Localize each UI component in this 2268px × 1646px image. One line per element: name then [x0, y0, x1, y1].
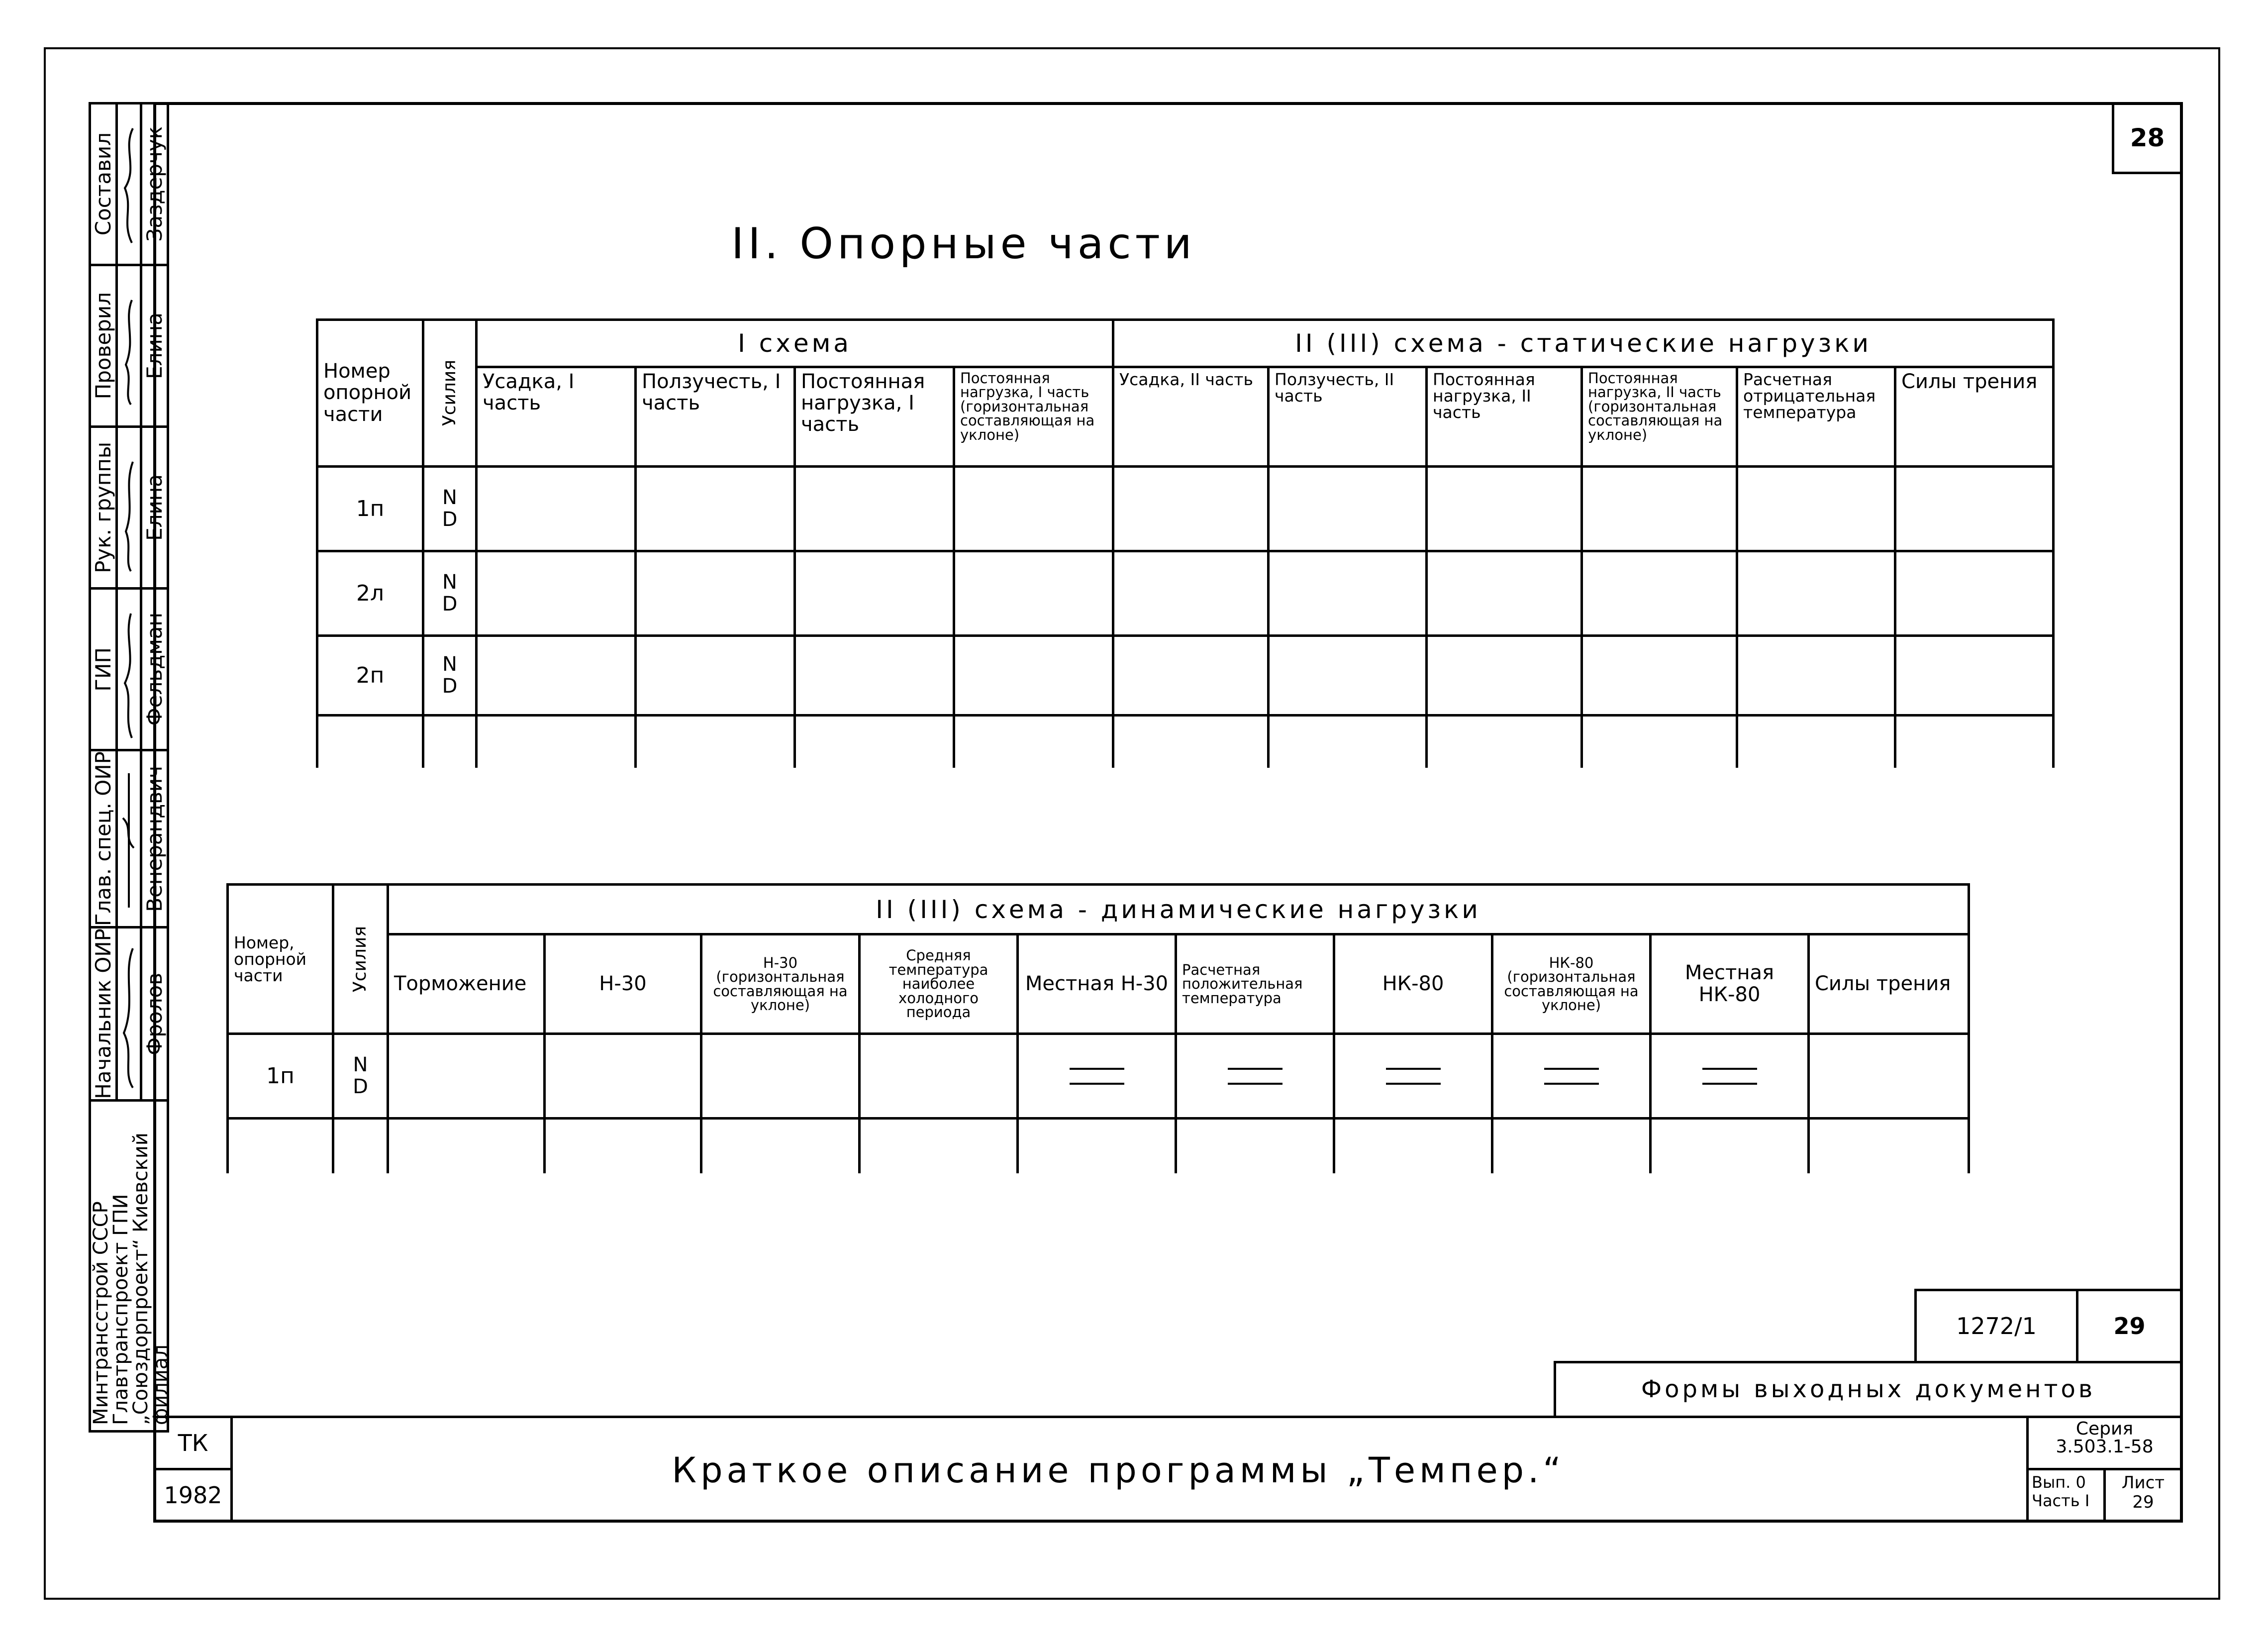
signature-mark [117, 265, 141, 427]
program-title: Краткое описание программы „Темпер.“ [672, 1450, 1565, 1491]
list-label: Лист [2121, 1473, 2165, 1493]
page-number: 28 [2112, 102, 2183, 174]
col-dead-load-2: Постоянная нагрузка, II часть [1427, 367, 1582, 467]
col-pos-temp: Расчетная положительная температура [1176, 934, 1334, 1034]
col-dead-load-h-2: Постоянная нагрузка, II часть (горизонтальная составляющая на уклоне) [1582, 367, 1737, 467]
signature-row [90, 927, 168, 1101]
signature-strip [89, 102, 172, 1433]
dynamic-loads-table [226, 883, 1970, 1173]
col-support-number: Номер опорной части [317, 320, 423, 467]
support-id: 1п [317, 467, 423, 551]
series-label: Серия [2075, 1419, 2134, 1439]
dash-cell [1492, 1034, 1651, 1119]
group-scheme-2-dynamic: II (III) схема - динамические нагрузки [388, 885, 1969, 934]
signature-row [90, 589, 168, 750]
col-forces: Усилия [350, 926, 371, 993]
col-n30-h: Н-30 (горизонтальная составляющая на уклоне) [701, 934, 860, 1034]
signature-mark [117, 927, 141, 1101]
signature-row [90, 265, 168, 427]
title-block [153, 1289, 2183, 1523]
support-id: 2л [317, 551, 423, 636]
col-friction: Силы трения [1809, 934, 1969, 1034]
person-name: Фельдман [142, 613, 167, 726]
force-n: N [442, 571, 457, 594]
col-braking: Торможение [388, 934, 545, 1034]
person-name: Заздерчук [142, 126, 167, 242]
dash-cell [1651, 1034, 1809, 1119]
col-avg-cold-temp: Средняя температура наиболее холодного периода [860, 934, 1018, 1034]
section-title: II. Опорные части [731, 219, 1196, 269]
col-forces: Усилия [439, 360, 460, 426]
col-support-number: Номер, опорной части [228, 885, 333, 1034]
person-name: Елина [142, 474, 167, 541]
col-friction: Силы трения [1895, 367, 2054, 467]
col-shrinkage-2: Усадка, II часть [1113, 367, 1269, 467]
force-d: D [442, 508, 458, 531]
signature-mark [117, 427, 141, 589]
signature-mark [117, 750, 141, 927]
list-cell [2103, 1468, 2183, 1523]
col-n30: Н-30 [545, 934, 701, 1034]
person-name: Фролов [142, 972, 167, 1055]
col-nk80-h: НК-80 (горизонтальная составляющая на уклоне) [1492, 934, 1651, 1034]
table-row [317, 467, 2054, 551]
force-n: N [442, 653, 457, 676]
series-value: 3.503.1-58 [2056, 1437, 2154, 1457]
section-caption: Формы выходных документов [1554, 1361, 2183, 1418]
table-row [317, 551, 2054, 636]
force-d: D [353, 1075, 368, 1098]
signature-row [90, 427, 168, 589]
role-label: Составил [91, 132, 115, 236]
signature-mark [117, 103, 141, 265]
group-scheme-1: I схема [477, 320, 1113, 367]
force-n: N [353, 1053, 368, 1077]
tk-label: ТК [153, 1416, 233, 1470]
part: Часть I [2032, 1491, 2090, 1510]
dash-cell [1176, 1034, 1334, 1119]
col-neg-temp: Расчетная отрицательная температура [1737, 367, 1895, 467]
role-label: Начальник ОИР [91, 928, 115, 1099]
col-local-nk80: Местная НК-80 [1651, 934, 1809, 1034]
issue-cell [2026, 1468, 2106, 1523]
list-value: 29 [2132, 1492, 2154, 1513]
signature-mark [117, 589, 141, 750]
support-id: 2п [317, 636, 423, 716]
force-d: D [442, 592, 458, 616]
col-creep-1: Ползучесть, I часть [636, 367, 795, 467]
role-label: Рук. группы [91, 442, 115, 573]
signature-row [90, 103, 168, 265]
role-label: Проверил [91, 292, 115, 400]
col-dead-load-h-1: Постоянная нагрузка, I часть (горизонтальная составляющая на уклоне) [954, 367, 1113, 467]
table-row-empty [317, 716, 2054, 768]
organization: Минтрансстрой СССР Главтранспроект ГПИ „Союздорпроект“ Киевский филиал [90, 1132, 172, 1425]
table-row [317, 636, 2054, 716]
force-n: N [442, 486, 457, 510]
role-label: ГИП [91, 647, 115, 692]
person-name: Елина [142, 312, 167, 379]
force-d: D [442, 674, 458, 698]
col-shrinkage-1: Усадка, I часть [477, 367, 636, 467]
role-label: Глав. спец. ОИР [91, 751, 115, 926]
support-id: 1п [228, 1034, 333, 1119]
group-scheme-2-static: II (III) схема - статические нагрузки [1113, 320, 2054, 367]
dash-cell [1334, 1034, 1492, 1119]
drawing-code: 1272/1 [1914, 1289, 2078, 1363]
col-nk80: НК-80 [1334, 934, 1492, 1034]
drawing-sheet: 29 [2076, 1289, 2183, 1363]
series-cell [2026, 1416, 2183, 1470]
issue: Вып. 0 [2032, 1473, 2086, 1492]
col-creep-2: Ползучесть, II часть [1269, 367, 1427, 467]
col-local-n30: Местная Н-30 [1018, 934, 1176, 1034]
col-dead-load-1: Постоянная нагрузка, I часть [795, 367, 954, 467]
dash-cell [1018, 1034, 1176, 1119]
signature-row [90, 750, 168, 927]
static-loads-table [316, 318, 2055, 768]
table-row-empty [228, 1119, 1969, 1173]
person-name: Венерандвич [142, 765, 167, 912]
table-row [228, 1034, 1969, 1119]
year: 1982 [153, 1468, 233, 1523]
